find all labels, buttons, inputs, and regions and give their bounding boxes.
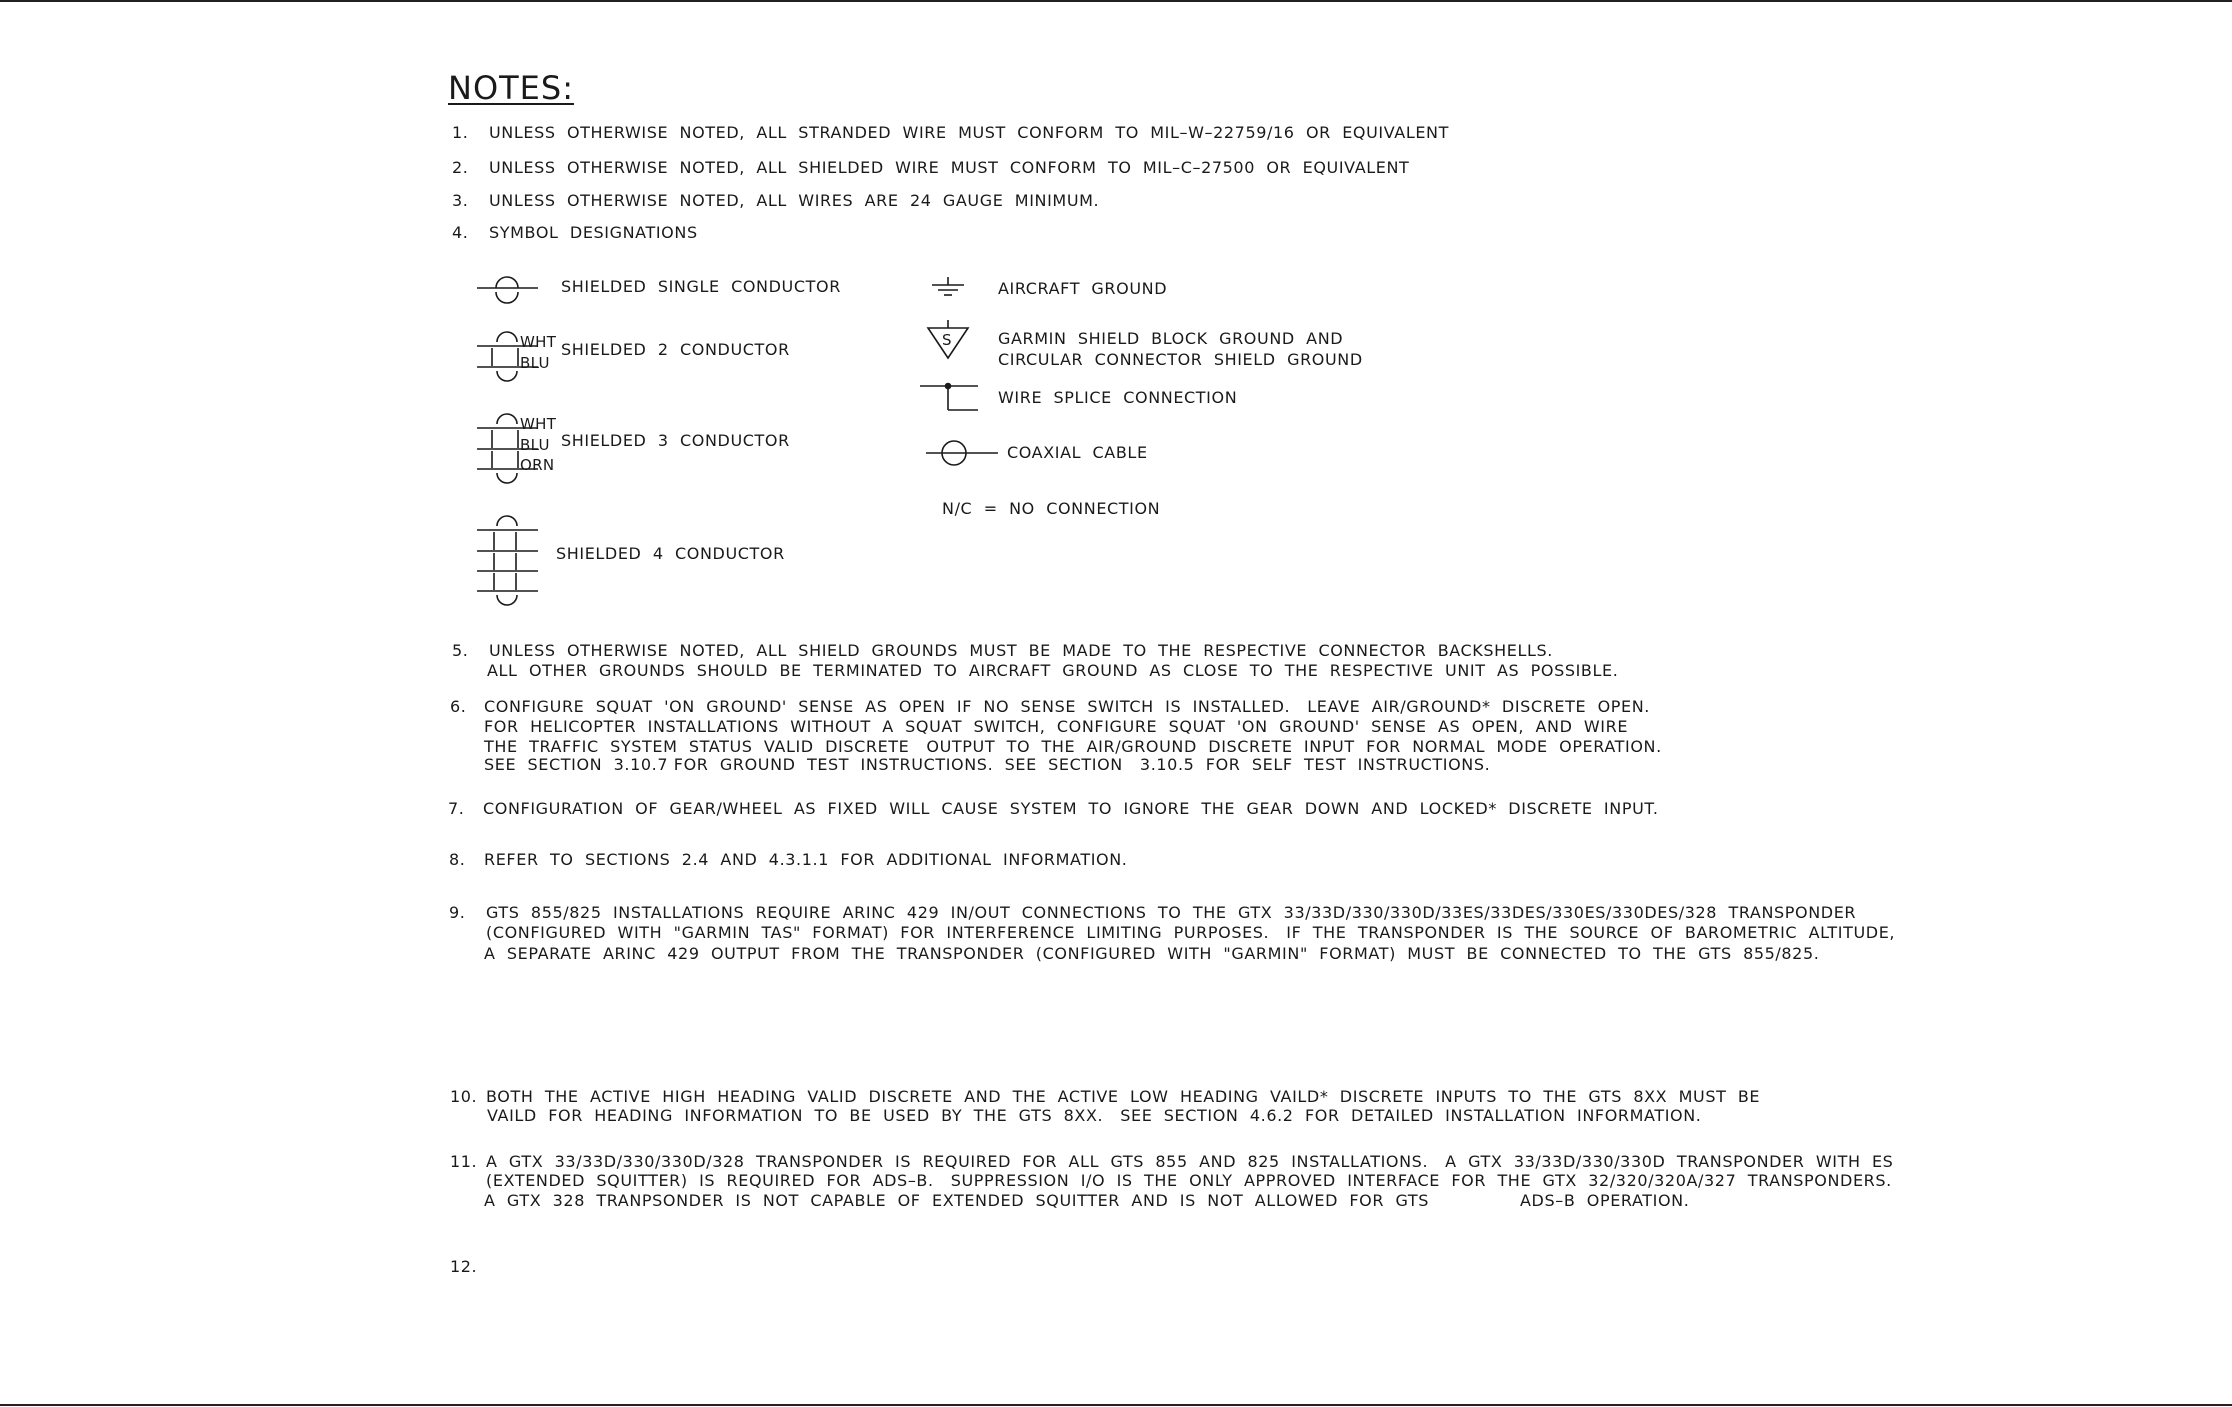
top-border (0, 0, 2232, 2)
note-6-line: FOR HELICOPTER INSTALLATIONS WITHOUT A SQUAT SWITCH, CONFIGURE SQUAT 'ON GROUND' SENSE AS OPEN, AND WIRE (484, 717, 1629, 736)
shielded-3-conductor-label: SHIELDED 3 CONDUCTOR (561, 431, 790, 450)
note-4-text: SYMBOL DESIGNATIONS (489, 223, 698, 242)
note-3-text: UNLESS OTHERWISE NOTED, ALL WIRES ARE 24 GAUGE MINIMUM. (489, 191, 1100, 210)
note-9-line: A SEPARATE ARINC 429 OUTPUT FROM THE TRANSPONDER (CONFIGURED WITH "GARMIN" FORMAT) MUST BE CONNECTED TO THE GTS 855/825. (484, 944, 1820, 963)
note-11-number: 11. (450, 1152, 478, 1171)
note-11-line: (EXTENDED SQUITTER) IS REQUIRED FOR ADS–B. SUPPRESSION I/O IS THE ONLY APPROVED INTERFACE FOR THE GTX 32/320/320A/327 TRANSPONDERS. (486, 1171, 1892, 1190)
note-12-number: 12. (450, 1257, 478, 1276)
shielded-4-conductor-icon (472, 512, 542, 612)
coaxial-cable-label: COAXIAL CABLE (1007, 443, 1148, 462)
note-5-number: 5. (452, 641, 469, 660)
garmin-shield-label-line1: GARMIN SHIELD BLOCK GROUND AND (998, 329, 1344, 348)
wire-tag-blu: BLU (520, 436, 550, 454)
no-connection-note: N/C = NO CONNECTION (942, 499, 1161, 518)
note-8-text: REFER TO SECTIONS 2.4 AND 4.3.1.1 FOR ADDITIONAL INFORMATION. (484, 850, 1128, 869)
note-10-line: VAILD FOR HEADING INFORMATION TO BE USED BY THE GTS 8XX. SEE SECTION 4.6.2 FOR DETAILED INSTALLATION INFORMATION. (487, 1106, 1702, 1125)
wire-tag-orn: ORN (520, 456, 555, 474)
note-9-line: (CONFIGURED WITH "GARMIN TAS" FORMAT) FOR INTERFERENCE LIMITING PURPOSES. IF THE TRANSPONDER IS THE SOURCE OF BAROMETRIC ALTITUDE, (486, 923, 1896, 942)
note-9-line: GTS 855/825 INSTALLATIONS REQUIRE ARINC 429 IN/OUT CONNECTIONS TO THE GTX 33/33D/330/330D/33ES/33DES/330ES/330DES/328 TRANSPONDER (486, 903, 1857, 922)
note-3-number: 3. (452, 191, 469, 210)
note-8-number: 8. (449, 850, 466, 869)
note-2-number: 2. (452, 158, 469, 177)
wire-tag-blu: BLU (520, 354, 550, 372)
coaxial-cable-icon (924, 438, 1004, 468)
shielded-2-conductor-label: SHIELDED 2 CONDUCTOR (561, 340, 790, 359)
wire-tag-wht: WHT (520, 333, 557, 351)
note-5-line: ALL OTHER GROUNDS SHOULD BE TERMINATED TO AIRCRAFT GROUND AS CLOSE TO THE RESPECTIVE UNIT AS POSSIBLE. (487, 661, 1619, 680)
note-11-line: A GTX 33/33D/330/330D/328 TRANSPONDER IS REQUIRED FOR ALL GTS 855 AND 825 INSTALLATIONS. A GTX 33/33D/330/330D TRANSPONDER WITH ES (486, 1152, 1894, 1171)
garmin-shield-label-line2: CIRCULAR CONNECTOR SHIELD GROUND (998, 350, 1363, 369)
notes-title: NOTES: (448, 69, 574, 107)
note-10-number: 10. (450, 1087, 478, 1106)
shielded-single-conductor-icon (472, 272, 542, 312)
bottom-border (0, 1404, 2232, 1406)
wire-tag-wht: WHT (520, 415, 557, 433)
shield-tag-s: S (942, 331, 952, 349)
note-5-line: UNLESS OTHERWISE NOTED, ALL SHIELD GROUNDS MUST BE MADE TO THE RESPECTIVE CONNECTOR BACKSHELLS. (489, 641, 1553, 660)
note-6-line: THE TRAFFIC SYSTEM STATUS VALID DISCRETE OUTPUT TO THE AIR/GROUND DISCRETE INPUT FOR NORMAL MODE OPERATION. (484, 737, 1662, 756)
wire-splice-label: WIRE SPLICE CONNECTION (998, 388, 1238, 407)
shielded-single-conductor-label: SHIELDED SINGLE CONDUCTOR (561, 277, 841, 296)
shielded-3-conductor-icon (472, 412, 556, 492)
note-2-text: UNLESS OTHERWISE NOTED, ALL SHIELDED WIRE MUST CONFORM TO MIL–C–27500 OR EQUIVALENT (489, 158, 1410, 177)
wire-splice-icon (918, 378, 982, 414)
note-6-line: SEE SECTION 3.10.7 FOR GROUND TEST INSTRUCTIONS. SEE SECTION 3.10.5 FOR SELF TEST INSTRUCTIONS. (484, 755, 1491, 774)
shielded-2-conductor-icon (472, 330, 556, 390)
note-7-text: CONFIGURATION OF GEAR/WHEEL AS FIXED WILL CAUSE SYSTEM TO IGNORE THE GEAR DOWN AND LOCKED* DISCRETE INPUT. (483, 799, 1659, 818)
note-1-number: 1. (452, 123, 469, 142)
note-10-line: BOTH THE ACTIVE HIGH HEADING VALID DISCRETE AND THE ACTIVE LOW HEADING VAILD* DISCRETE INPUTS TO THE GTS 8XX MUST BE (486, 1087, 1761, 1106)
note-9-number: 9. (449, 903, 466, 922)
note-6-number: 6. (450, 697, 467, 716)
note-7-number: 7. (448, 799, 465, 818)
note-1-text: UNLESS OTHERWISE NOTED, ALL STRANDED WIRE MUST CONFORM TO MIL–W–22759/16 OR EQUIVALENT (489, 123, 1449, 142)
aircraft-ground-label: AIRCRAFT GROUND (998, 279, 1168, 298)
note-11-line: A GTX 328 TRANPSONDER IS NOT CAPABLE OF EXTENDED SQUITTER AND IS NOT ALLOWED FOR GTS ADS–B OPERATION. (484, 1191, 1690, 1210)
note-4-number: 4. (452, 223, 469, 242)
note-6-line: CONFIGURE SQUAT 'ON GROUND' SENSE AS OPEN IF NO SENSE SWITCH IS INSTALLED. LEAVE AIR/GROUND* DISCRETE OPEN. (484, 697, 1650, 716)
shielded-4-conductor-label: SHIELDED 4 CONDUCTOR (556, 544, 785, 563)
shield-block-ground-icon (922, 318, 972, 362)
aircraft-ground-icon (928, 274, 968, 304)
